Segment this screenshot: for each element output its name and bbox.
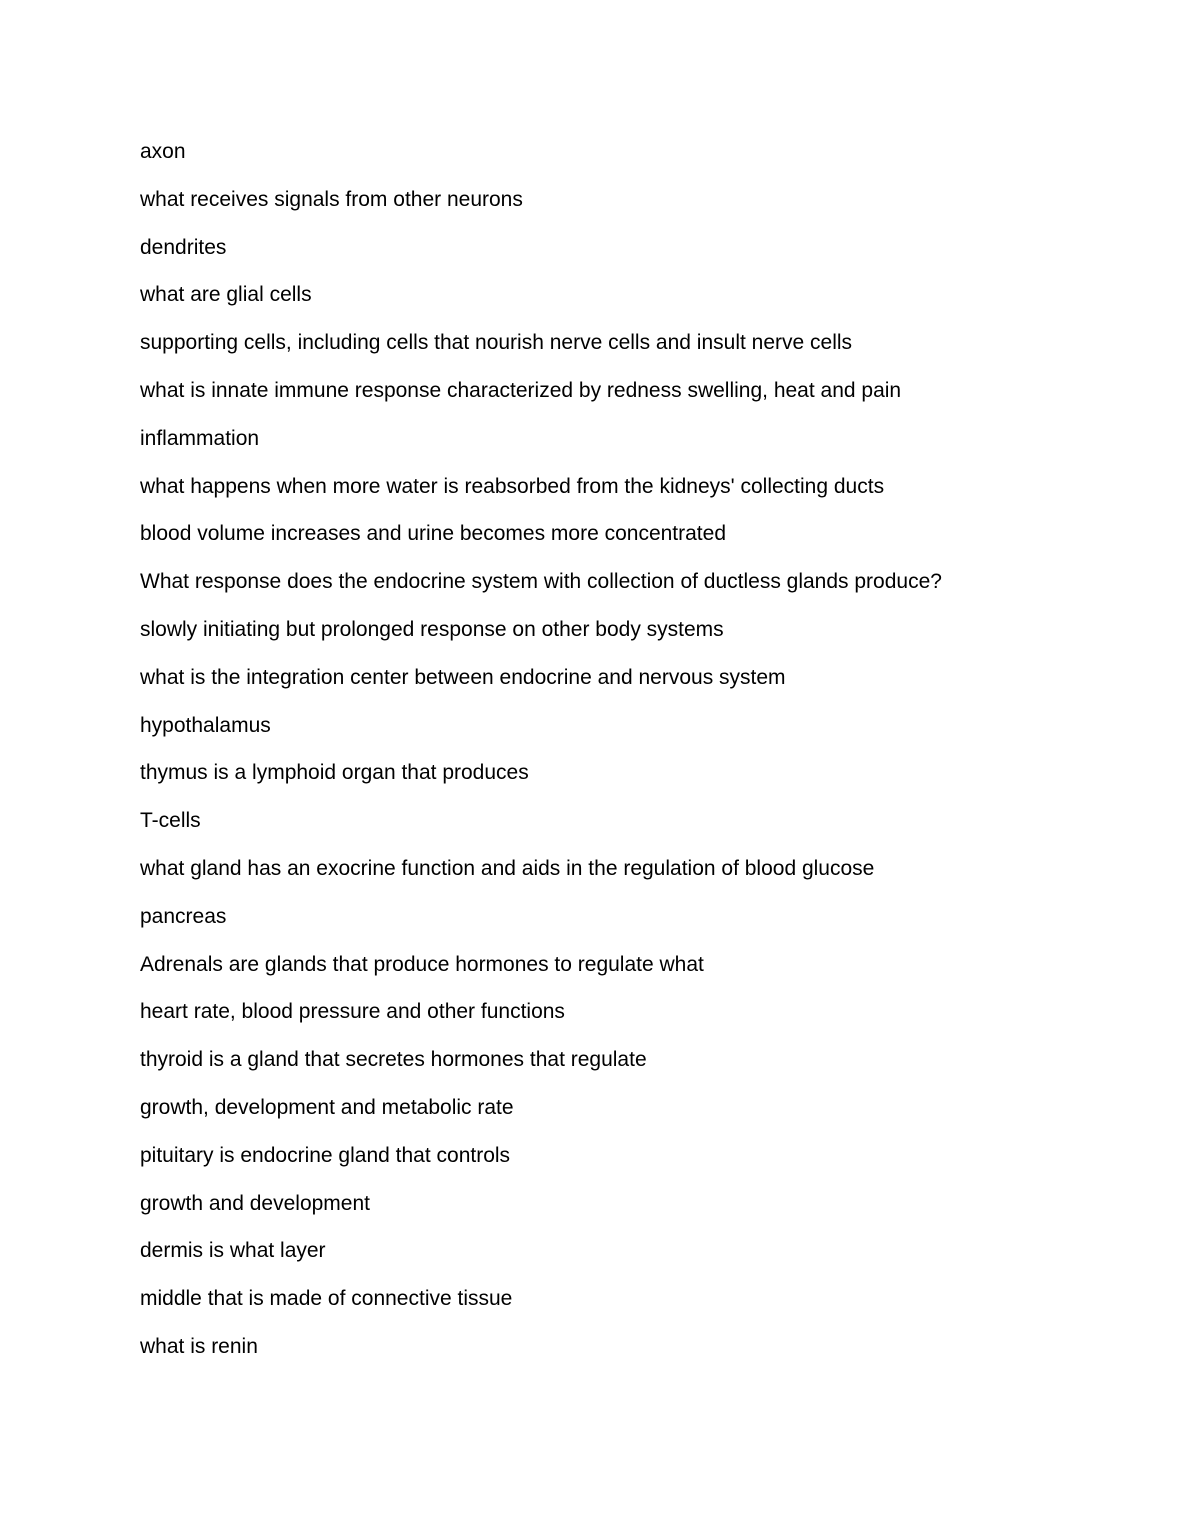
text-line: what is renin <box>140 1334 258 1358</box>
text-line: inflammation <box>140 426 260 450</box>
text-line: growth and development <box>140 1191 370 1215</box>
text-line: pancreas <box>140 904 227 928</box>
text-line: slowly initiating but prolonged response on other body systems <box>140 617 724 641</box>
text-line: supporting cells, including cells that nourish nerve cells and insult nerve cells <box>140 331 853 355</box>
text-line: thymus is a lymphoid organ that produces <box>140 761 529 785</box>
text-line: what is innate immune response characterized by redness swelling, heat and pain <box>140 378 902 402</box>
text-line: thyroid is a gland that secretes hormones that regulate <box>140 1048 647 1072</box>
text-line: heart rate, blood pressure and other functions <box>140 1000 565 1024</box>
text-line: blood volume increases and urine becomes more concentrated <box>140 522 727 546</box>
text-line: pituitary is endocrine gland that controls <box>140 1143 511 1167</box>
text-line: dermis is what layer <box>140 1239 326 1263</box>
text-line: what gland has an exocrine function and aids in the regulation of blood glucose <box>140 856 875 880</box>
text-line: T-cells <box>140 809 201 833</box>
text-lines <box>140 138 1140 1381</box>
text-line: what are glial cells <box>140 283 312 307</box>
text-line: What response does the endocrine system with collection of ductless glands produce? <box>140 570 942 594</box>
text-line: axon <box>140 140 186 163</box>
text-line: what receives signals from other neurons <box>140 187 523 211</box>
text-line: hypothalamus <box>140 713 271 737</box>
text-line: what is the integration center between endocrine and nervous system <box>140 665 786 689</box>
text-line: Adrenals are glands that produce hormones to regulate what <box>140 952 704 976</box>
text-line: dendrites <box>140 235 227 259</box>
text-line: growth, development and metabolic rate <box>140 1095 514 1119</box>
text-line: what happens when more water is reabsorbed from the kidneys' collecting ducts <box>140 474 885 498</box>
text-line: middle that is made of connective tissue <box>140 1287 513 1311</box>
